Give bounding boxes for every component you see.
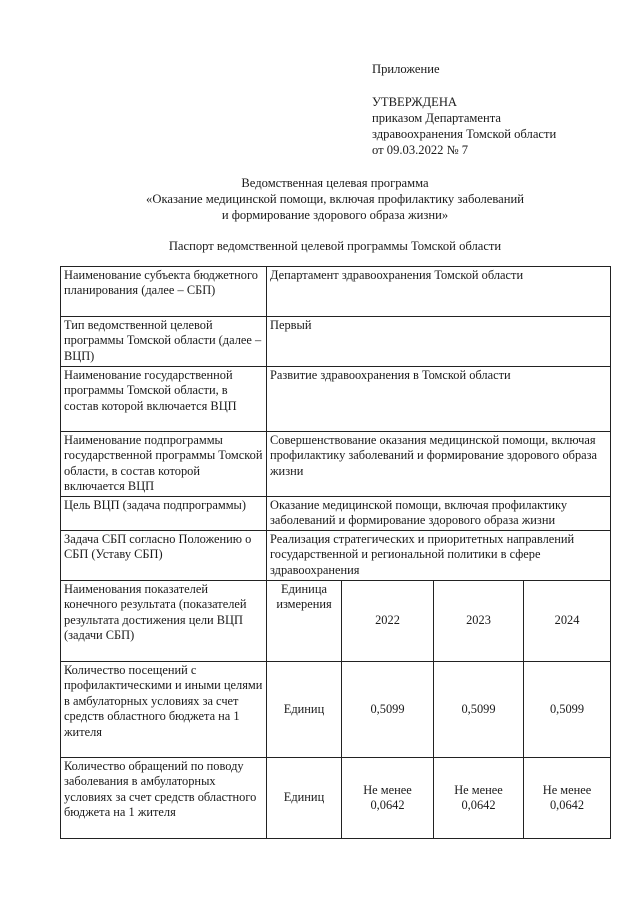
indicator-value: 0,5099	[342, 662, 434, 758]
year-header: 2024	[524, 581, 611, 662]
row-label: Цель ВЦП (задача подпрограммы)	[61, 497, 267, 531]
indicators-header-row	[61, 581, 611, 662]
row-value: Реализация стратегических и приоритетных направлений государственной и региональной политики в сфере здравоохранения	[267, 531, 611, 581]
row-label: Тип ведомственной целевой программы Томской области (далее – ВЦП)	[61, 317, 267, 367]
row-value: Оказание медицинской помощи, включая профилактику заболеваний и формирование здорового образа жизни	[267, 497, 611, 531]
table-row	[61, 317, 611, 367]
row-value: Совершенствование оказания медицинской помощи, включая профилактику заболеваний и формирование здорового образа жизни	[267, 432, 611, 497]
row-label: Наименование государственной программы Томской области, в состав которой включается ВЦП	[61, 367, 267, 432]
row-value: Первый	[267, 317, 611, 367]
approved-label: УТВЕРЖДЕНА	[372, 95, 458, 109]
program-title-line: Ведомственная целевая программа	[241, 176, 429, 190]
program-title-line: «Оказание медицинской помощи, включая профилактику заболеваний	[146, 192, 524, 206]
row-label: Задача СБП согласно Положению о СБП (Уставу СБП)	[61, 531, 267, 581]
indicator-row	[61, 758, 611, 839]
program-title-line: и формирование здорового образа жизни»	[221, 208, 449, 222]
approved-by-order: приказом Департамента	[372, 111, 501, 125]
indicator-unit: Единиц	[267, 662, 342, 758]
indicator-name: Количество посещений с профилактическими и иными целями в амбулаторных условиях за счет средств областного бюджета на 1 жителя	[61, 662, 267, 758]
indicator-value: Не менее 0,0642	[434, 758, 524, 839]
approved-date-number: от 09.03.2022 № 7	[372, 143, 469, 157]
row-value: Департамент здравоохранения Томской области	[267, 267, 611, 317]
approved-department: здравоохранения Томской области	[372, 127, 557, 141]
table-row	[61, 367, 611, 432]
table-row	[61, 531, 611, 581]
row-value: Развитие здравоохранения в Томской области	[267, 367, 611, 432]
row-label: Наименование подпрограммы государственной программы Томской области, в состав которой включается ВЦП	[61, 432, 267, 497]
appendix-label: Приложение	[372, 62, 440, 76]
indicator-value: Не менее 0,0642	[342, 758, 434, 839]
indicator-unit: Единиц	[267, 758, 342, 839]
indicator-name: Количество обращений по поводу заболевания в амбулаторных условиях за счет средств областного бюджета на 1 жителя	[61, 758, 267, 839]
passport-table	[60, 266, 611, 839]
year-header: 2022	[342, 581, 434, 662]
indicator-value: 0,5099	[434, 662, 524, 758]
indicator-row	[61, 662, 611, 758]
year-header: 2023	[434, 581, 524, 662]
indicator-value: Не менее 0,0642	[524, 758, 611, 839]
program-title	[60, 175, 610, 223]
passport-title: Паспорт ведомственной целевой программы Томской области	[168, 239, 502, 253]
table-row	[61, 267, 611, 317]
approval-block	[372, 61, 556, 158]
indicators-label: Наименования показателей конечного результата (показателей результата достижения цели ВЦП (задачи СБП)	[61, 581, 267, 662]
indicator-value: 0,5099	[524, 662, 611, 758]
unit-header: Единица измерения	[267, 581, 342, 662]
table-row	[61, 497, 611, 531]
table-row	[61, 432, 611, 497]
row-label: Наименование субъекта бюджетного планирования (далее – СБП)	[61, 267, 267, 317]
